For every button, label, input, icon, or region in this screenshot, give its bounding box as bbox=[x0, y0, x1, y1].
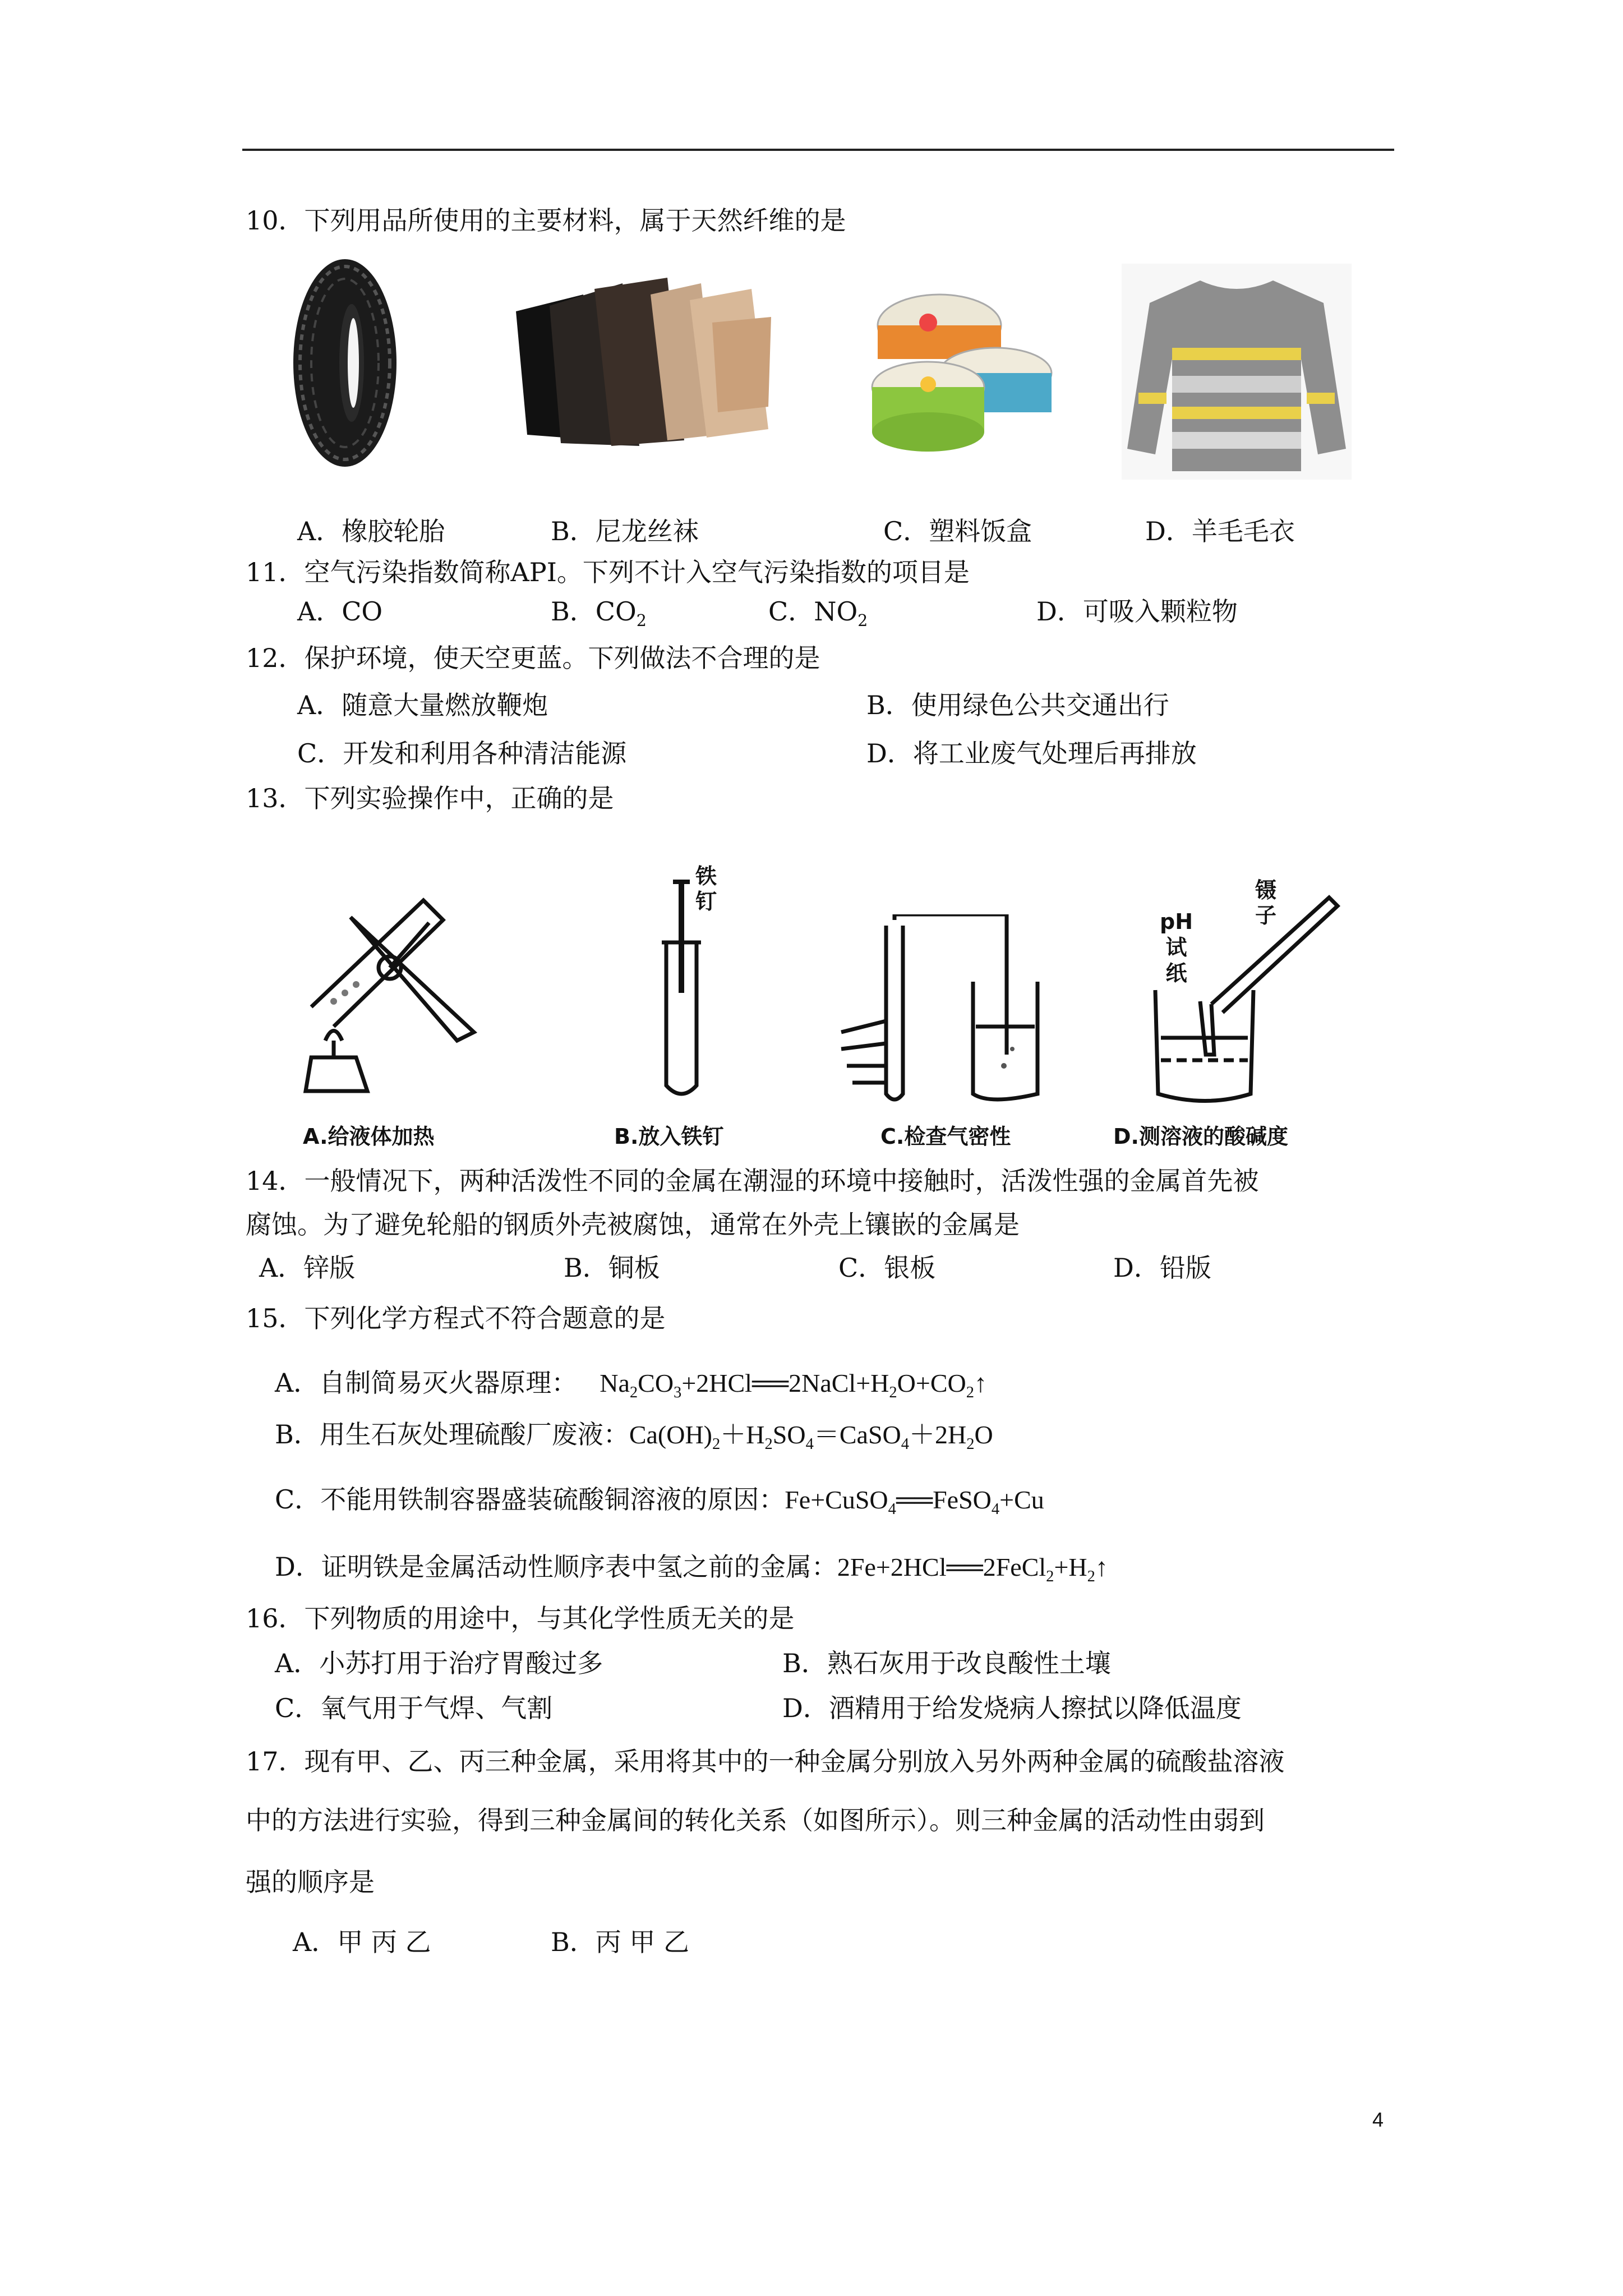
q14-stem-line1: 14．一般情况下，两种活泼性不同的金属在潮湿的环境中接触时，活泼性强的金属首先被 bbox=[246, 1166, 1259, 1196]
q16-stem: 16．下列物质的用途中，与其化学性质无关的是 bbox=[246, 1603, 795, 1634]
nail-label: 铁 钉 bbox=[695, 864, 717, 914]
q12-option-d: D．将工业废气处理后再排放 bbox=[866, 738, 1197, 769]
q13-caption-b: B.放入铁钉 bbox=[614, 1124, 724, 1149]
page-number: 4 bbox=[1372, 2108, 1384, 2131]
q16-option-b: B．熟石灰用于改良酸性土壤 bbox=[782, 1648, 1111, 1678]
q14-option-c: C．银板 bbox=[838, 1253, 936, 1283]
q12-option-c: C．开发和利用各种清洁能源 bbox=[297, 738, 627, 769]
diagram-airtightness-check bbox=[830, 914, 1049, 1108]
header-rule bbox=[242, 149, 1394, 151]
q16-option-a: A．小苏打用于治疗胃酸过多 bbox=[275, 1648, 603, 1678]
q10-option-c: C．塑料饭盒 bbox=[883, 516, 1032, 546]
q15-option-d: D．证明铁是金属活动性顺序表中氢之前的金属：$2Fe+2HCl══2FeCl_2+H_2↑$ bbox=[275, 1552, 1108, 1586]
q13-stem: 13．下列实验操作中，正确的是 bbox=[246, 783, 614, 813]
q17-stem-line1: 17．现有甲、乙、丙三种金属，采用将其中的一种金属分别放入另外两种金属的硫酸盐溶液 bbox=[246, 1746, 1285, 1777]
q12-stem: 12．保护环境，使天空更蓝。下列做法不合理的是 bbox=[246, 643, 820, 673]
q17-option-a: A．甲 丙 乙 bbox=[293, 1927, 431, 1957]
ph-paper-label: pH 试 纸 bbox=[1160, 909, 1193, 986]
q12-option-a: A．随意大量燃放鞭炮 bbox=[297, 690, 548, 720]
tire-image bbox=[289, 255, 401, 471]
q13-caption-a: A.给液体加热 bbox=[303, 1124, 435, 1149]
tweezers-label: 镊 子 bbox=[1255, 878, 1277, 928]
q11-stem: 11．空气污染指数简称API。下列不计入空气污染指数的项目是 bbox=[246, 557, 970, 587]
q11-option-a: A．CO bbox=[297, 596, 383, 627]
q13-caption-c: C.检查气密性 bbox=[880, 1124, 1011, 1149]
nylon-stockings-image bbox=[516, 278, 771, 446]
q14-option-a: A．锌版 bbox=[259, 1253, 356, 1283]
q10-stem: 10．下列用品所使用的主要材料，属于天然纤维的是 bbox=[246, 205, 846, 236]
q15-stem: 15．下列化学方程式不符合题意的是 bbox=[246, 1303, 666, 1333]
q11-option-d: D．可吸入颗粒物 bbox=[1036, 596, 1238, 627]
q17-stem-line3: 强的顺序是 bbox=[246, 1867, 375, 1897]
q15-option-a: A．自制简易灭火器原理： $Na_2CO_3+2HCl══2NaCl+H_2O+CO_2↑$ bbox=[275, 1368, 987, 1402]
q11-option-b: B．$CO_2$ bbox=[551, 596, 647, 631]
plastic-lunchbox-image bbox=[861, 264, 1063, 454]
q12-option-b: B．使用绿色公共交通出行 bbox=[866, 690, 1169, 720]
diagram-heating-liquid bbox=[294, 889, 519, 1108]
q16-option-c: C．氧气用于气焊、气割 bbox=[275, 1693, 553, 1723]
q17-stem-line2: 中的方法进行实验，得到三种金属间的转化关系（如图所示）。则三种金属的活动性由弱到 bbox=[246, 1805, 1265, 1835]
q14-option-b: B．铜板 bbox=[564, 1253, 660, 1283]
q14-option-d: D．铅版 bbox=[1113, 1253, 1211, 1283]
q13-caption-d: D.测溶液的酸碱度 bbox=[1113, 1124, 1288, 1149]
q15-option-c: C．不能用铁制容器盛装硫酸铜溶液的原因：Fe+CuSO$_4$══FeSO$_4$+Cu bbox=[275, 1484, 1044, 1519]
q10-option-a: A．橡胶轮胎 bbox=[297, 516, 445, 546]
q14-stem-line2: 腐蚀。为了避免轮船的钢质外壳被腐蚀，通常在外壳上镶嵌的金属是 bbox=[246, 1209, 1020, 1240]
q10-option-d: D．羊毛毛衣 bbox=[1145, 516, 1295, 546]
q17-option-b: B．丙 甲 乙 bbox=[551, 1927, 690, 1957]
wool-sweater-image bbox=[1122, 264, 1352, 480]
q15-option-b: B．用生石灰处理硫酸厂废液：$Ca(OH)_2+H_2SO_4=CaSO_4+2H_2O$ bbox=[275, 1419, 993, 1453]
q11-option-c: C．$NO_2$ bbox=[768, 596, 868, 631]
q10-option-b: B．尼龙丝袜 bbox=[551, 516, 699, 546]
q16-option-d: D．酒精用于给发烧病人擦拭以降低温度 bbox=[782, 1693, 1242, 1723]
